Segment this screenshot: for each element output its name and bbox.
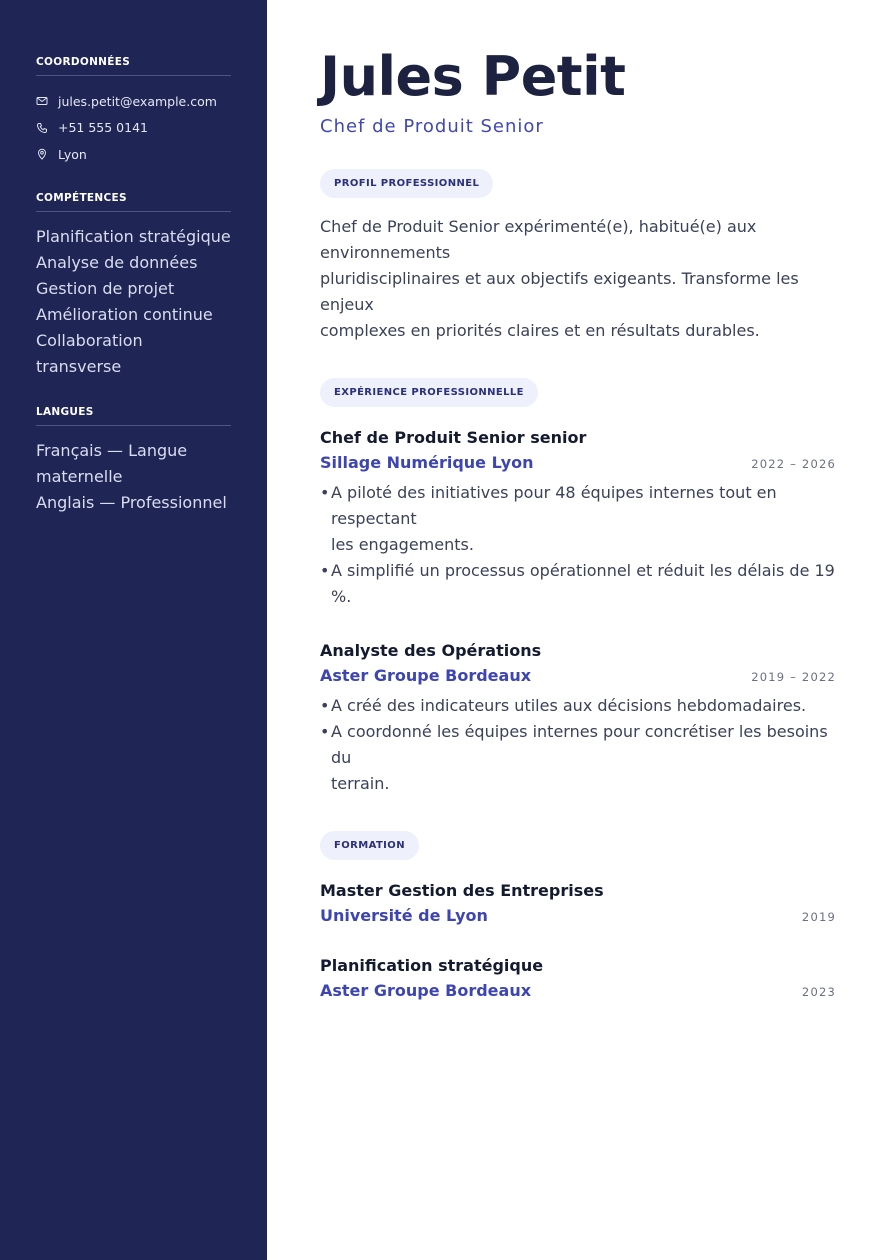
phone-icon <box>36 122 48 134</box>
skill-item: Planification stratégique <box>36 226 231 246</box>
profile-summary <box>320 214 840 344</box>
year: 2023 <box>801 985 836 999</box>
experience-heading: EXPÉRIENCE PROFESSIONNELLE <box>320 378 538 407</box>
bullet-text <box>331 480 836 558</box>
skill-item: Gestion de projet <box>36 278 175 298</box>
job-title: Chef de Produit Senior senior <box>320 428 587 447</box>
bullet-line: A coordonné les équipes internes pour concrétiser les besoins du <box>331 722 828 767</box>
person-name: Jules Petit <box>320 45 626 108</box>
contact-location <box>36 141 231 168</box>
education-heading: FORMATION <box>320 831 419 860</box>
profile-section <box>320 169 836 344</box>
bullet-text: A simplifié un processus opérationnel et réduit les délais de 19 %. <box>331 561 835 606</box>
bullet-item <box>320 719 836 797</box>
degree-title: Master Gestion des Entreprises <box>320 881 604 900</box>
contact-phone[interactable] <box>36 115 231 142</box>
contact-location-text: Lyon <box>58 146 87 162</box>
summary-line: complexes en priorités claires et en résultats durables. <box>320 321 760 340</box>
experience-entry <box>320 427 836 610</box>
institution-name: Université de Lyon <box>320 906 488 925</box>
skill-item: Amélioration continue <box>36 304 213 324</box>
contact-phone-text: +51 555 0141 <box>58 120 148 136</box>
bullet-line: A piloté des initiatives pour 48 équipes internes tout en respectant <box>331 483 777 528</box>
main-content <box>267 0 890 1260</box>
summary-line: Chef de Produit Senior expérimenté(e), habitué(e) aux environnements <box>320 217 757 262</box>
contact-heading: COORDONNÉES <box>36 56 231 76</box>
entry-meta <box>320 906 836 925</box>
skills-heading: COMPÉTENCES <box>36 192 231 212</box>
entry-meta <box>320 666 836 685</box>
bullet-line: les engagements. <box>331 535 474 554</box>
skill-item: Collaboration transverse <box>36 330 143 376</box>
sidebar <box>0 0 267 1260</box>
date-range: 2022 – 2026 <box>751 457 836 471</box>
contact-section <box>36 56 231 168</box>
bullet-text <box>331 719 836 797</box>
bullet-text: A créé des indicateurs utiles aux décisions hebdomadaires. <box>331 696 807 715</box>
bullet-icon: • <box>320 722 330 741</box>
skill-item: Analyse de données <box>36 252 198 272</box>
job-headline: Chef de Produit Senior <box>320 116 544 137</box>
experience-section <box>320 378 836 797</box>
bullet-item <box>320 693 836 719</box>
bullet-icon: • <box>320 696 330 715</box>
language-item: Anglais — Professionnel <box>36 492 227 512</box>
year: 2019 <box>801 910 836 924</box>
languages-list <box>36 438 231 516</box>
summary-line: pluridisciplinaires et aux objectifs exigeants. Transforme les enjeux <box>320 269 799 314</box>
education-entry <box>320 955 836 1000</box>
degree-title: Planification stratégique <box>320 956 544 975</box>
education-section <box>320 831 836 1000</box>
profile-heading: PROFIL PROFESSIONNEL <box>320 169 493 198</box>
mail-icon <box>36 95 48 107</box>
company-name: Sillage Numérique Lyon <box>320 453 534 472</box>
language-item: Français — Langue <box>36 440 188 460</box>
languages-section <box>36 406 231 516</box>
location-pin-icon <box>36 148 48 160</box>
experience-entry <box>320 640 836 797</box>
institution-name: Aster Groupe Bordeaux <box>320 981 532 1000</box>
bullet-item <box>320 480 836 558</box>
skills-section <box>36 192 231 380</box>
bullet-line: terrain. <box>331 774 390 793</box>
contact-email[interactable] <box>36 88 231 115</box>
bullet-list <box>320 480 836 610</box>
bullet-list <box>320 693 836 797</box>
bullet-icon: • <box>320 483 330 502</box>
job-title: Analyste des Opérations <box>320 641 542 660</box>
languages-heading: LANGUES <box>36 406 231 426</box>
contact-email-text: jules.petit@example.com <box>58 93 217 109</box>
date-range: 2019 – 2022 <box>751 670 836 684</box>
bullet-item <box>320 558 836 610</box>
education-entry <box>320 880 836 925</box>
bullet-icon: • <box>320 561 330 580</box>
entry-meta <box>320 981 836 1000</box>
language-item: maternelle <box>36 466 123 486</box>
skills-list <box>36 224 231 380</box>
company-name: Aster Groupe Bordeaux <box>320 666 532 685</box>
entry-meta <box>320 453 836 472</box>
